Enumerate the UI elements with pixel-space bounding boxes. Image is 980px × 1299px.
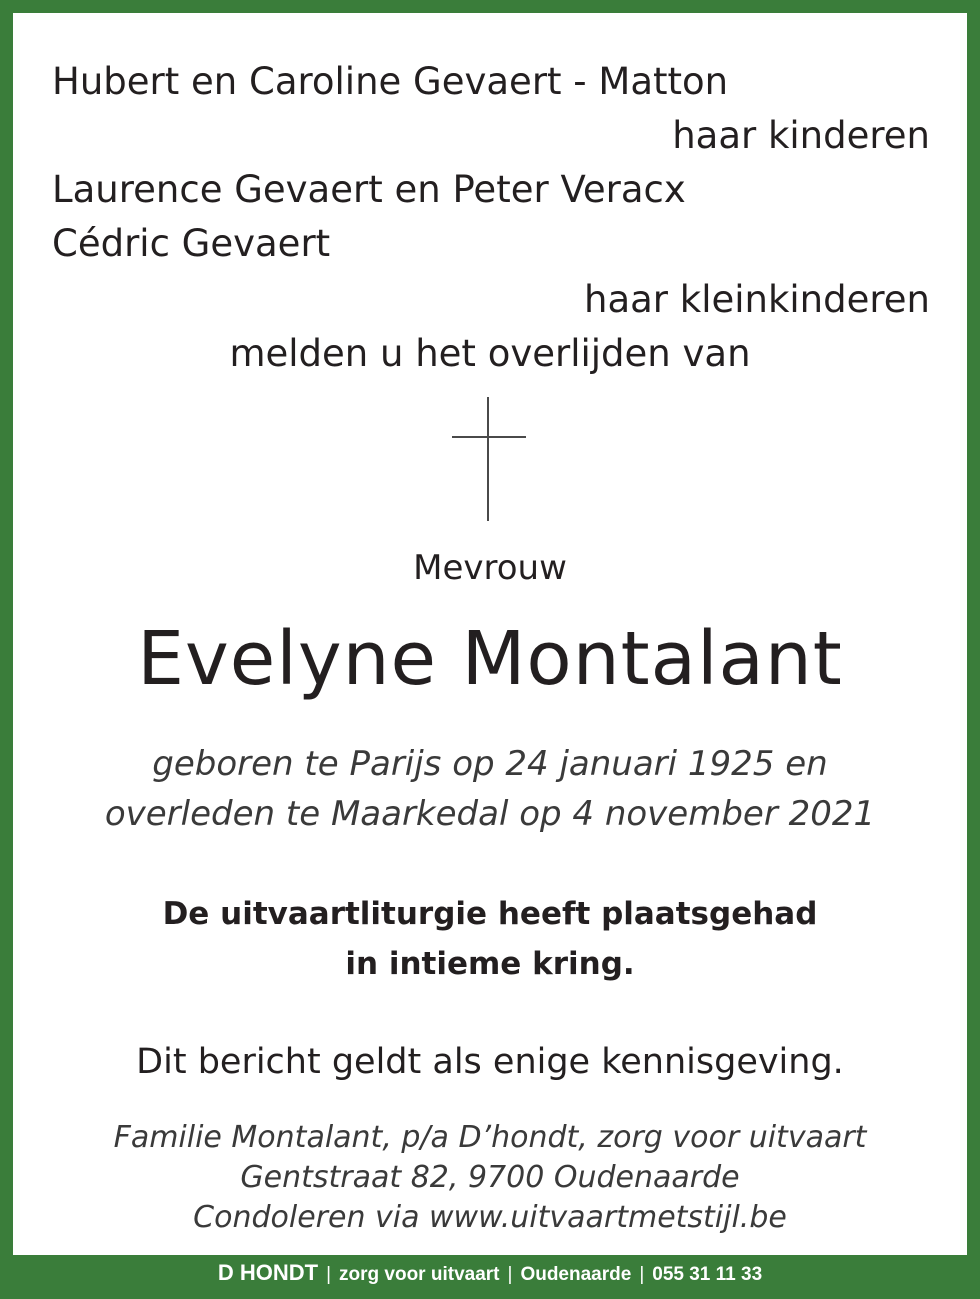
dhondt-logo: D HONDT: [217, 1260, 319, 1285]
notice-text: Dit bericht geldt als enige kennisgeving.: [136, 1042, 844, 1082]
footer-separator: |: [507, 1264, 513, 1285]
contact-line-3: Condoleren via www.uitvaartmetstijl.be: [193, 1200, 787, 1235]
footer-separator: |: [326, 1264, 332, 1285]
family-role-children: haar kinderen: [672, 114, 930, 157]
funeral-line-1: De uitvaartliturgie heeft plaatsgehad: [162, 896, 818, 932]
family-line-grandchild-1: Laurence Gevaert en Peter Veracx: [52, 168, 686, 211]
footer-city: Oudenaarde: [520, 1264, 632, 1285]
contact-line-1: Familie Montalant, p/a D’hondt, zorg voor uitvaart: [113, 1120, 867, 1155]
deceased-title: Mevrouw: [413, 548, 567, 588]
footer-phone: 055 31 11 33: [652, 1264, 763, 1285]
contact-line-2: Gentstraat 82, 9700 Oudenaarde: [240, 1160, 740, 1195]
family-role-grandchildren: haar kleinkinderen: [584, 278, 930, 321]
birth-line: geboren te Parijs op 24 januari 1925 en: [152, 744, 828, 784]
family-line-grandchild-2: Cédric Gevaert: [52, 222, 331, 265]
footer-bar: [0, 1255, 980, 1299]
funeral-line-2: in intieme kring.: [345, 946, 635, 982]
footer-separator: |: [639, 1264, 645, 1285]
footer-tagline: zorg voor uitvaart: [339, 1264, 500, 1285]
deceased-name: Evelyne Montalant: [137, 616, 843, 702]
family-line-parents: Hubert en Caroline Gevaert - Matton: [52, 60, 729, 103]
death-line: overleden te Maarkedal op 4 november 2021: [104, 794, 876, 834]
announcement-text: melden u het overlijden van: [229, 332, 751, 375]
